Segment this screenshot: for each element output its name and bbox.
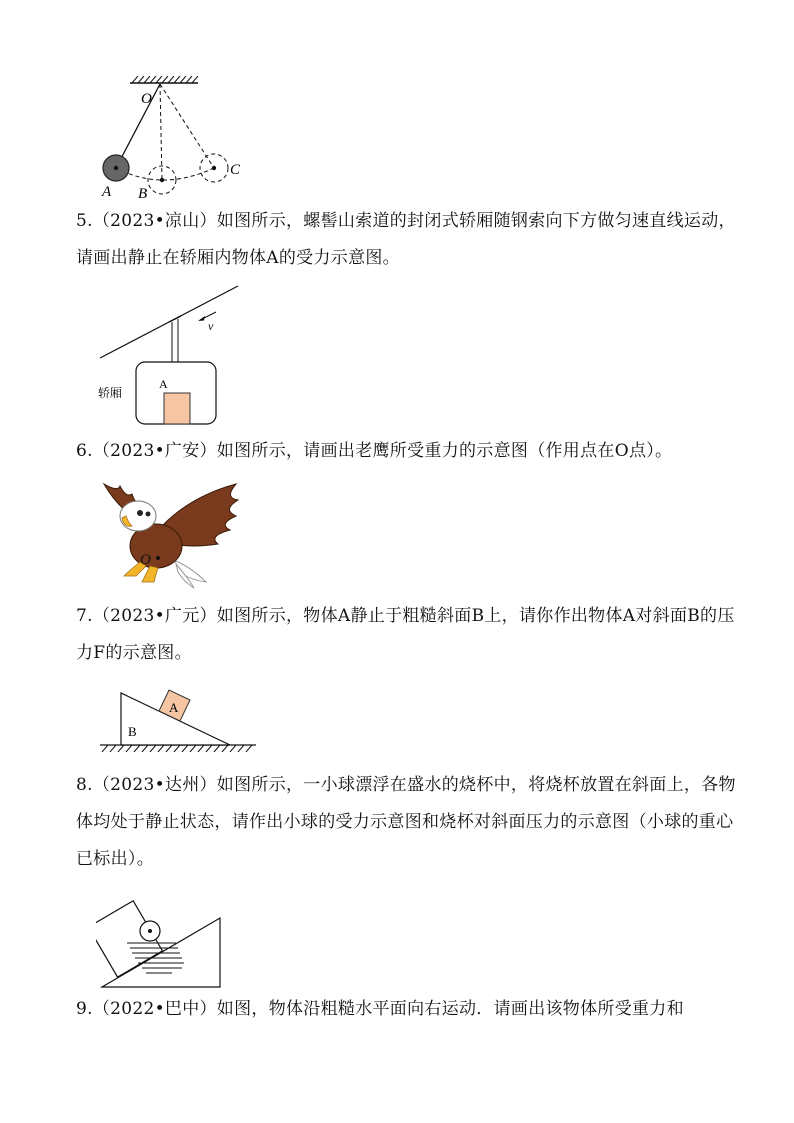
point-b-label: B <box>138 186 148 200</box>
pendulum-figure <box>90 76 260 200</box>
question-7: 7.（2023•广元）如图所示，物体A静止于粗糙斜面B上，请你作出物体A对斜面B的压力F的示意图。 <box>76 606 735 663</box>
point-o-label: O <box>140 552 151 568</box>
question-9: 9.（2022•巴中）如图，物体沿粗糙水平面向右运动．请画出该物体所受重力和 <box>76 999 684 1019</box>
question-5: 5.（2023•凉山）如图所示，螺髻山索道的封闭式轿厢随钢索向下方做匀速直线运动，请画出静止在轿厢内物体A的受力示意图。 <box>76 211 736 268</box>
velocity-label: v <box>208 319 214 333</box>
question-8: 8.（2023•达州）如图所示，一小球漂浮在盛水的烧杯中，将烧杯放置在斜面上，各物体均处于静止状态，请作出小球的受力示意图和烧杯对斜面压力的示意图（小球的重心已标出）。 <box>76 775 736 869</box>
point-a-label: A <box>102 184 112 200</box>
beaker-incline-figure <box>96 884 228 990</box>
object-a-block <box>164 393 190 424</box>
cable-car-figure <box>90 282 250 432</box>
cabin-label: 轿厢 <box>98 386 123 400</box>
object-a-label: A <box>169 700 179 715</box>
eagle-figure <box>96 478 246 590</box>
incline-block-figure <box>96 688 260 752</box>
point-c-label: C <box>230 162 241 178</box>
point-o-label: O <box>141 91 152 107</box>
incline-b-label: B <box>128 724 137 739</box>
object-a-label: A <box>159 377 168 391</box>
question-6: 6.（2023•广安）如图所示，请画出老鹰所受重力的示意图（作用点在O点）。 <box>76 441 673 461</box>
